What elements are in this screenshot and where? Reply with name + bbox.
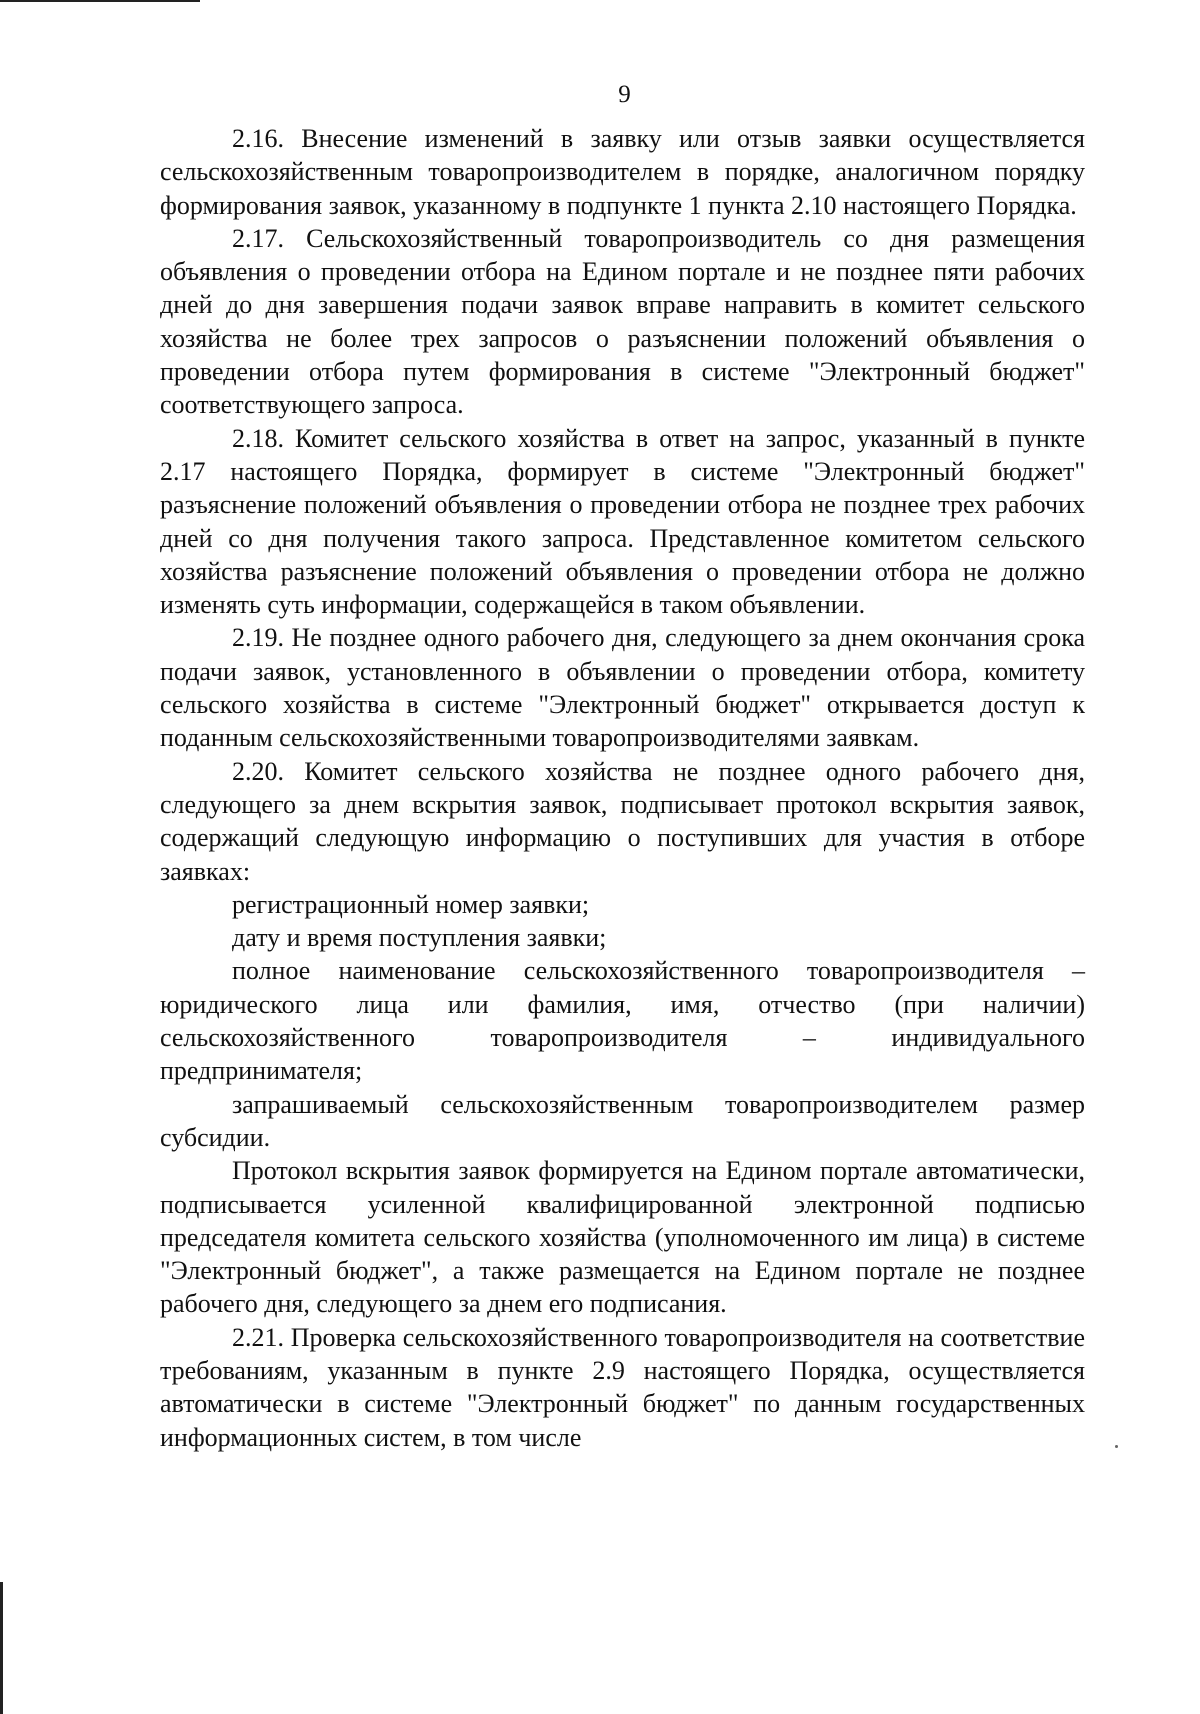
list-item-full-name: полное наименование сельскохозяйственного товаропроизводителя – юридического лица или фамилия, имя, отчество (при наличии) сельскохозяйственного товаропроизводителя – индивидуального предпринимателя;	[160, 956, 1085, 1086]
document-body	[160, 122, 1085, 1454]
paragraph-2-16: 2.16. Внесение изменений в заявку или отзыв заявки осуществляется сельскохозяйственным товаропроизводителем в порядке, аналогичном порядку формирования заявок, указанному в подпункте 1 пункта 2.10 настоящего Порядка.	[160, 124, 1085, 220]
paragraph-2-18: 2.18. Комитет сельского хозяйства в ответ на запрос, указанный в пункте 2.17 настоящего Порядка, формирует в системе "Электронный бюджет" разъяснение положений объявления о проведении отбора не позднее трех рабочих дней со дня получения такого запроса. Представленное комитетом сельского хозяйства разъяснение положений объявления о проведении отбора не должно изменять суть информации, содержащейся в таком объявлении.	[160, 423, 1085, 620]
list-item-registration-number: регистрационный номер заявки;	[232, 889, 590, 919]
paragraph-protocol: Протокол вскрытия заявок формируется на Едином портале автоматически, подписывается усиленной квалифицированной электронной подписью председателя комитета сельского хозяйства (уполномоченного им лица) в системе "Электронный бюджет", а также размещается на Едином портале не позднее рабочего дня, следующего за днем его подписания.	[160, 1156, 1085, 1319]
paragraph-2-19: 2.19. Не позднее одного рабочего дня, следующего за днем окончания срока подачи заявок, установленного в объявлении о проведении отбора, комитету сельского хозяйства в системе "Электронный бюджет" открывается доступ к поданным сельскохозяйственными товаропроизводителями заявкам.	[160, 623, 1085, 753]
list-item-subsidy-amount: запрашиваемый сельскохозяйственным товаропроизводителем размер субсидии.	[160, 1089, 1085, 1152]
scan-edge-left	[0, 1582, 3, 1714]
paragraph-2-17: 2.17. Сельскохозяйственный товаропроизводитель со дня размещения объявления о проведении отбора на Едином портале и не позднее пяти рабочих дней до дня завершения подачи заявок вправе направить в комитет сельского хозяйства не более трех запросов о разъяснении положений объявления о проведении отбора путем формирования в системе "Электронный бюджет" соответствующего запроса.	[160, 223, 1085, 420]
paragraph-2-21: 2.21. Проверка сельскохозяйственного товаропроизводителя на соответствие требованиям, указанным в пункте 2.9 настоящего Порядка, осуществляется автоматически в системе "Электронный бюджет" по данным государственных информационных систем, в том числе	[160, 1322, 1085, 1452]
page-number: 9	[618, 81, 631, 108]
scan-edge-top	[0, 0, 200, 2]
list-item-date-time: дату и время поступления заявки;	[232, 923, 607, 953]
paragraph-2-20: 2.20. Комитет сельского хозяйства не позднее одного рабочего дня, следующего за днем вскрытия заявок, подписывает протокол вскрытия заявок, содержащий следующую информацию о поступивших для участия в отборе заявках:	[160, 756, 1085, 886]
scan-speck	[1115, 1445, 1118, 1448]
